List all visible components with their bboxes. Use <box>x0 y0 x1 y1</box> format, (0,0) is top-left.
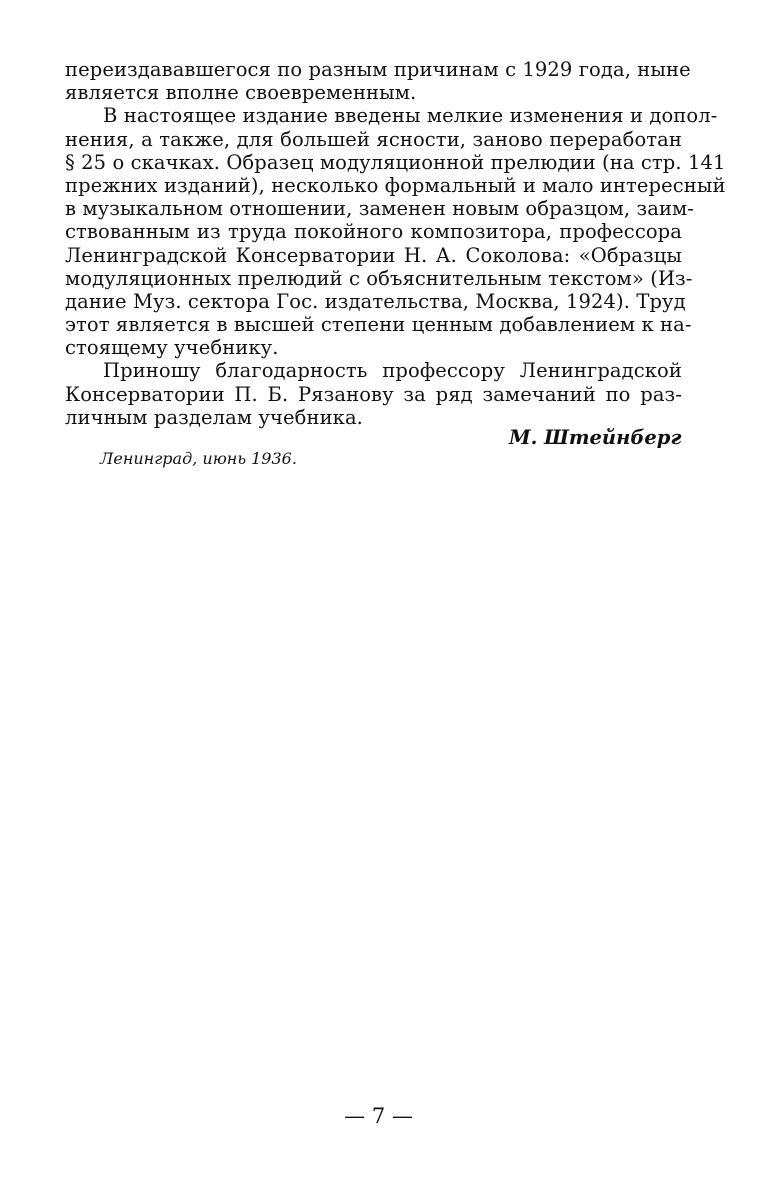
text-line: дание Муз. сектора Гос. издательства, Москва, 1924). Труд <box>65 289 686 313</box>
text-line: § 25 о скачках. Образец модуляционной прелюдии (на стр. 141 <box>65 150 726 174</box>
text-line: является вполне своевременным. <box>65 81 417 105</box>
text-line: личным разделам учебника. <box>65 405 363 429</box>
place-and-date: Ленинград, июнь 1936. <box>100 449 297 468</box>
text-line: нения, а также, для большей ясности, заново переработан <box>65 127 682 151</box>
text-line: в музыкальном отношении, заменен новым образцом, заим- <box>65 197 694 221</box>
text-line: прежних изданий), несколько формальный и мало интересный <box>65 173 726 197</box>
text-line: модуляционных прелюдий с объяснительным текстом» (Из- <box>65 266 693 290</box>
text-line: Ленинградской Консерватории Н. А. Соколова: «Образцы <box>65 243 682 267</box>
text-line: ствованным из труда покойного композитора, профессора <box>65 220 682 244</box>
text-line: стоящему учебнику. <box>65 336 279 360</box>
text-line: этот является в высшей степени ценным добавлением к на- <box>65 313 692 337</box>
page-number: — 7 — <box>344 1104 413 1128</box>
author-signature: М. Штейнберг <box>509 426 682 449</box>
body-text <box>65 58 726 429</box>
text-line: Консерватории П. Б. Рязанову за ряд замечаний по раз- <box>65 382 682 406</box>
text-line: В настоящее издание введены мелкие изменения и допол- <box>103 104 718 128</box>
text-line: Приношу благодарность профессору Ленинградской <box>103 359 682 383</box>
text-line: переиздававшегося по разным причинам с 1929 года, ныне <box>65 58 691 81</box>
